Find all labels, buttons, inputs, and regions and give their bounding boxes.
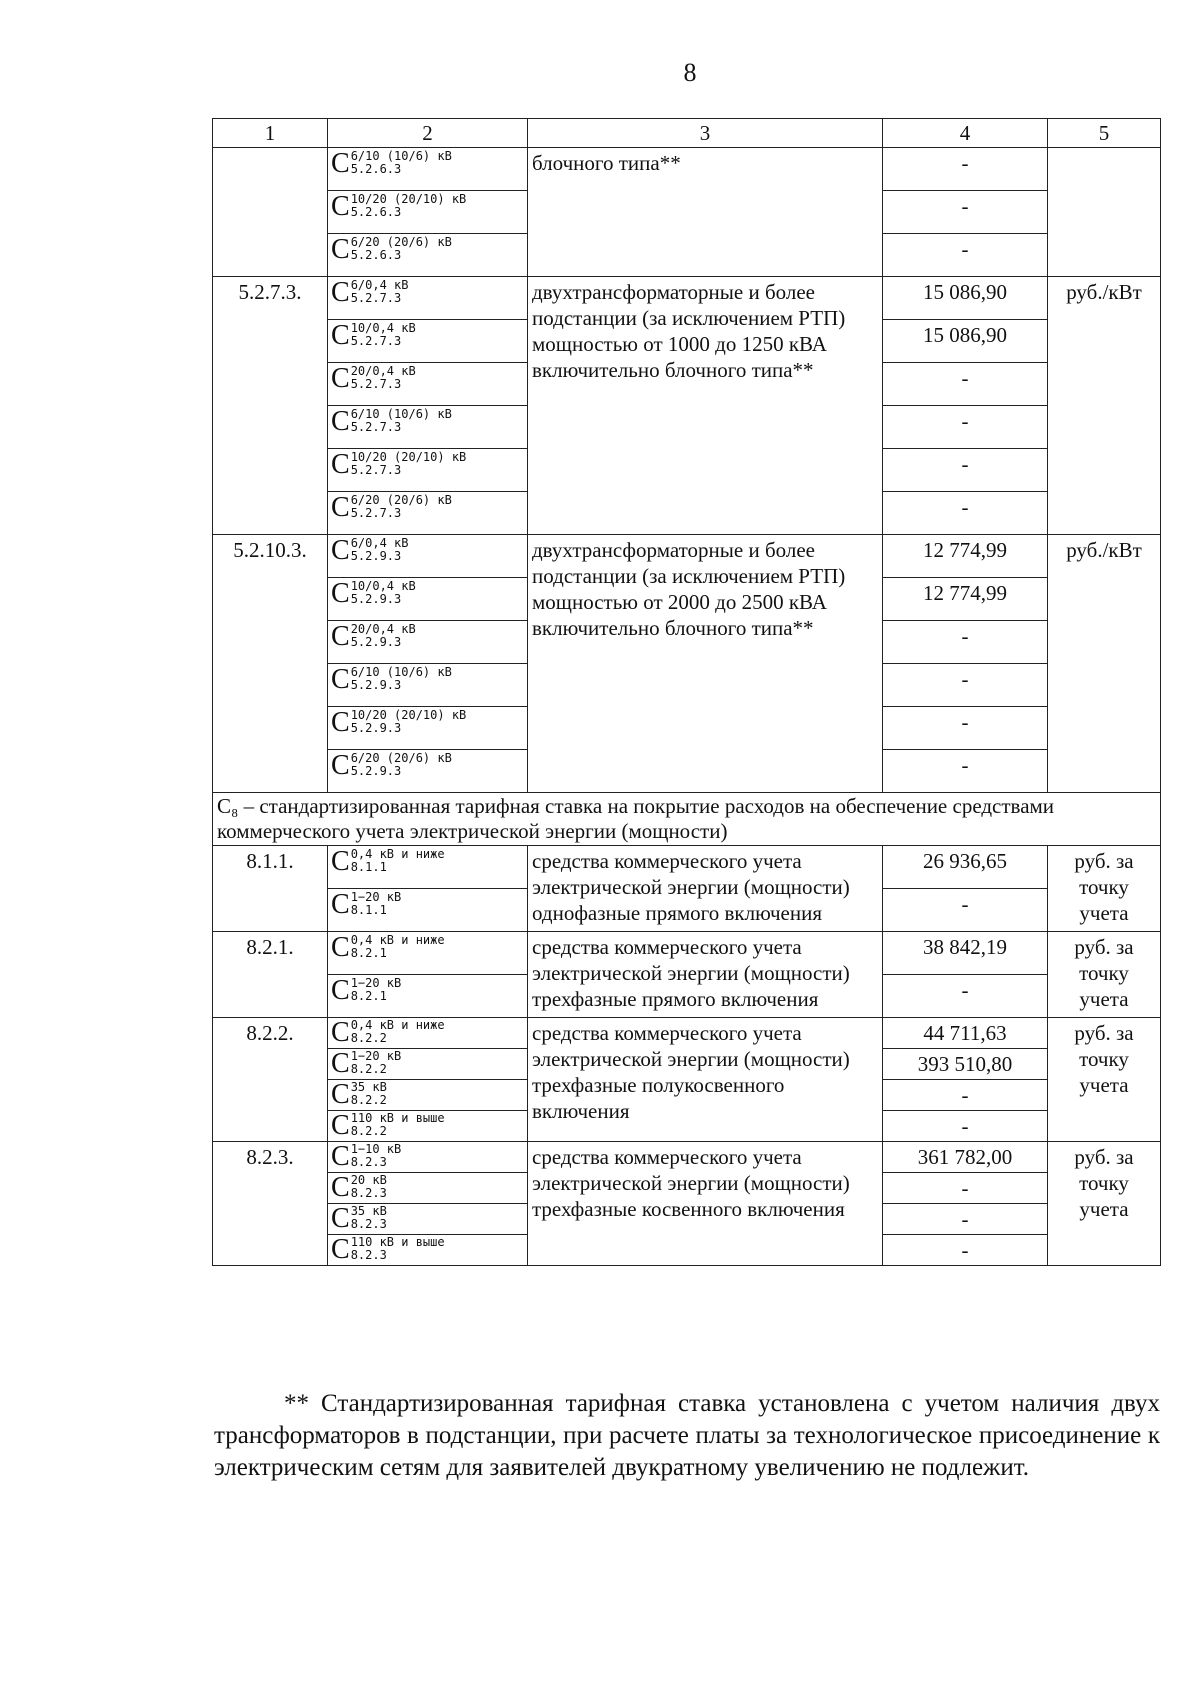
rate-symbol-base: C	[331, 1079, 350, 1110]
rate-superscript: 10/20 (20/10) кВ	[350, 708, 467, 722]
rate-symbol-scripts	[351, 580, 416, 606]
rate-symbol	[328, 1173, 528, 1204]
unit: руб./кВт	[1048, 535, 1161, 793]
page-number: 8	[683, 58, 697, 87]
item-number: 8.2.3.	[213, 1142, 328, 1266]
rate-subscript: 5.2.7.3	[350, 463, 402, 477]
rate-value: 26 936,65	[883, 846, 1048, 889]
table-row	[213, 1018, 1161, 1049]
item-number: 8.1.1.	[213, 846, 328, 932]
rate-superscript: 1−20 кВ	[350, 890, 402, 904]
rate-symbol-base: C	[331, 1110, 350, 1141]
rate-superscript: 10/20 (20/10) кВ	[350, 192, 467, 206]
column-header: 1	[213, 119, 328, 148]
rate-value: 393 510,80	[883, 1049, 1048, 1080]
rate-symbol-formula	[331, 150, 452, 178]
rate-symbol-scripts	[351, 977, 402, 1003]
rate-symbol-formula	[331, 752, 452, 780]
unit: руб./кВт	[1048, 277, 1161, 535]
rate-value: -	[883, 406, 1048, 449]
rate-symbol-base: C	[331, 449, 350, 480]
item-description: двухтрансформаторные и более подстанции (за исключением РТП) мощностью от 1000 до 1250 кВА включительно блочного типа**	[528, 277, 883, 535]
rate-symbol-base: C	[331, 975, 350, 1006]
rate-symbol-base: C	[331, 492, 350, 523]
rate-symbol-formula	[331, 236, 452, 264]
rate-symbol	[328, 1142, 528, 1173]
footnote-text: ** Стандартизированная тарифная ставка установлена с учетом наличия двух трансформаторов в подстанции, при расчете платы за технологическое присоединение к электрическим сетям для заявителей двукратному увеличению не подлежит.	[214, 1390, 1160, 1481]
rate-symbol-base: C	[331, 406, 350, 437]
item-description: средства коммерческого учета электрической энергии (мощности) трехфазные полукосвенного включения	[528, 1018, 883, 1142]
rate-symbol	[328, 449, 528, 492]
rate-subscript: 5.2.6.3	[350, 162, 402, 176]
rate-symbol	[328, 1080, 528, 1111]
rate-value: 361 782,00	[883, 1142, 1048, 1173]
rate-symbol-scripts	[351, 1205, 387, 1231]
rate-subscript: 5.2.7.3	[350, 377, 402, 391]
rate-superscript: 10/0,4 кВ	[350, 321, 416, 335]
rate-symbol-base: C	[331, 1017, 350, 1048]
rate-symbol	[328, 889, 528, 932]
rate-symbol-base: C	[331, 846, 350, 877]
rate-symbol	[328, 320, 528, 363]
rate-superscript: 1−20 кВ	[350, 1049, 402, 1063]
rate-symbol-scripts	[351, 537, 409, 563]
item-number	[213, 148, 328, 277]
rate-subscript: 8.2.2	[350, 1062, 387, 1076]
rate-symbol-scripts	[351, 1236, 445, 1262]
rate-superscript: 10/20 (20/10) кВ	[350, 450, 467, 464]
rate-symbol-scripts	[351, 1081, 387, 1107]
rate-subscript: 5.2.6.3	[350, 248, 402, 262]
rate-subscript: 5.2.9.3	[350, 764, 402, 778]
rate-value: -	[883, 234, 1048, 277]
rate-value: -	[883, 1111, 1048, 1142]
rate-superscript: 6/10 (10/6) кВ	[350, 149, 452, 163]
rate-symbol-scripts	[351, 623, 416, 649]
rate-value: -	[883, 750, 1048, 793]
rate-value: 12 774,99	[883, 535, 1048, 578]
table-row	[213, 535, 1161, 578]
rate-superscript: 6/10 (10/6) кВ	[350, 665, 452, 679]
rate-superscript: 10/0,4 кВ	[350, 579, 416, 593]
rate-subscript: 8.2.1	[350, 989, 387, 1003]
rate-superscript: 110 кВ и выше	[350, 1111, 445, 1125]
footnote	[214, 1388, 1160, 1484]
rate-superscript: 20/0,4 кВ	[350, 364, 416, 378]
rate-symbol-base: C	[331, 1234, 350, 1265]
rate-symbol-scripts	[351, 848, 445, 874]
rate-symbol-formula	[331, 1205, 387, 1233]
header-row	[213, 119, 1161, 148]
rate-subscript: 8.2.2	[350, 1031, 387, 1045]
rate-subscript: 8.2.3	[350, 1186, 387, 1200]
rate-subscript: 5.2.6.3	[350, 205, 402, 219]
rate-symbol	[328, 277, 528, 320]
rate-value: 44 711,63	[883, 1018, 1048, 1049]
rate-value: -	[883, 664, 1048, 707]
rate-symbol-base: C	[331, 277, 350, 308]
rate-subscript: 5.2.7.3	[350, 291, 402, 305]
rate-symbol-base: C	[331, 621, 350, 652]
rate-superscript: 6/20 (20/6) кВ	[350, 751, 452, 765]
rate-symbol-formula	[331, 580, 416, 608]
rate-symbol-base: C	[331, 191, 350, 222]
column-header: 2	[328, 119, 528, 148]
rate-symbol-scripts	[351, 322, 416, 348]
rate-value: -	[883, 492, 1048, 535]
rate-symbol-scripts	[351, 1050, 402, 1076]
rate-value: 15 086,90	[883, 277, 1048, 320]
rate-subscript: 8.2.3	[350, 1248, 387, 1262]
rate-symbol-scripts	[351, 709, 467, 735]
rate-symbol-scripts	[351, 1112, 445, 1138]
rate-superscript: 6/10 (10/6) кВ	[350, 407, 452, 421]
rate-symbol-base: C	[331, 750, 350, 781]
rate-value: -	[883, 191, 1048, 234]
rate-symbol-formula	[331, 279, 408, 307]
rate-value: 15 086,90	[883, 320, 1048, 363]
rate-symbol	[328, 1204, 528, 1235]
rate-symbol-base: C	[331, 578, 350, 609]
rate-superscript: 20/0,4 кВ	[350, 622, 416, 636]
rate-symbol-formula	[331, 451, 466, 479]
rate-symbol-scripts	[351, 236, 452, 262]
rate-value: -	[883, 1173, 1048, 1204]
rate-symbol-formula	[331, 709, 466, 737]
rate-superscript: 6/0,4 кВ	[350, 278, 409, 292]
rate-subscript: 8.2.2	[350, 1124, 387, 1138]
rate-symbol-scripts	[351, 752, 452, 778]
table-row	[213, 1142, 1161, 1173]
rate-symbol-scripts	[351, 666, 452, 692]
rate-superscript: 20 кВ	[350, 1173, 387, 1187]
rate-symbol-base: C	[331, 1048, 350, 1079]
rate-superscript: 0,4 кВ и ниже	[350, 1018, 445, 1032]
rate-superscript: 35 кВ	[350, 1080, 387, 1094]
rate-value: -	[883, 1204, 1048, 1235]
rate-symbol-base: C	[331, 1203, 350, 1234]
rate-subscript: 8.2.3	[350, 1155, 387, 1169]
rate-symbol	[328, 975, 528, 1018]
rate-subscript: 8.2.3	[350, 1217, 387, 1231]
unit: руб. за точку учета	[1048, 846, 1161, 932]
rate-value: -	[883, 1235, 1048, 1266]
rate-value: -	[883, 363, 1048, 406]
rate-symbol-formula	[331, 193, 466, 221]
rate-symbol-formula	[331, 1143, 401, 1171]
rate-symbol-formula	[331, 494, 452, 522]
rate-symbol-formula	[331, 1236, 445, 1264]
rate-symbol-scripts	[351, 1143, 402, 1169]
rate-symbol-formula	[331, 666, 452, 694]
item-number: 5.2.10.3.	[213, 535, 328, 793]
rate-symbol-formula	[331, 1081, 387, 1109]
rate-symbol-scripts	[351, 279, 409, 305]
rate-value: -	[883, 148, 1048, 191]
rate-subscript: 5.2.9.3	[350, 592, 402, 606]
rate-value: -	[883, 975, 1048, 1018]
rate-symbol-formula	[331, 1050, 401, 1078]
rate-symbol-base: C	[331, 932, 350, 963]
rate-symbol	[328, 1018, 528, 1049]
unit: руб. за точку учета	[1048, 1018, 1161, 1142]
rate-symbol-scripts	[351, 150, 452, 176]
rate-subscript: 5.2.9.3	[350, 678, 402, 692]
item-description: средства коммерческого учета электрической энергии (мощности) трехфазные косвенного включения	[528, 1142, 883, 1266]
section-row	[213, 793, 1161, 846]
unit	[1048, 148, 1161, 277]
rate-symbol-base: C	[331, 1172, 350, 1203]
rate-subscript: 8.1.1	[350, 903, 387, 917]
rate-symbol-formula	[331, 848, 445, 876]
rate-symbol-formula	[331, 1174, 387, 1202]
rate-symbol	[328, 578, 528, 621]
rate-value: 12 774,99	[883, 578, 1048, 621]
section-c8-title: C₈ – стандартизированная тарифная ставка на покрытие расходов на обеспечение средствами коммерческого учета электрической энергии (мощности)	[213, 793, 1161, 846]
rate-symbol-scripts	[351, 1019, 445, 1045]
item-description: блочного типа**	[528, 148, 883, 277]
item-number: 5.2.7.3.	[213, 277, 328, 535]
rate-symbol-formula	[331, 1112, 445, 1140]
item-number: 8.2.1.	[213, 932, 328, 1018]
rate-value: -	[883, 707, 1048, 750]
unit: руб. за точку учета	[1048, 1142, 1161, 1266]
rate-symbol-base: C	[331, 320, 350, 351]
rate-symbol	[328, 621, 528, 664]
rate-symbol	[328, 148, 528, 191]
item-description: средства коммерческого учета электрической энергии (мощности) трехфазные прямого включения	[528, 932, 883, 1018]
rate-superscript: 0,4 кВ и ниже	[350, 933, 445, 947]
rate-symbol-formula	[331, 537, 408, 565]
rate-symbol-formula	[331, 623, 416, 651]
rate-symbol	[328, 492, 528, 535]
rate-symbol-base: C	[331, 535, 350, 566]
rate-subscript: 5.2.9.3	[350, 549, 402, 563]
rate-symbol-base: C	[331, 707, 350, 738]
item-number: 8.2.2.	[213, 1018, 328, 1142]
rate-value: 38 842,19	[883, 932, 1048, 975]
rate-symbol	[328, 535, 528, 578]
rate-symbol-base: C	[331, 148, 350, 179]
rate-symbol-formula	[331, 891, 401, 919]
rate-symbol	[328, 932, 528, 975]
table-row	[213, 846, 1161, 889]
rate-symbol-formula	[331, 1019, 445, 1047]
rate-symbol-scripts	[351, 494, 452, 520]
rate-symbol-scripts	[351, 934, 445, 960]
rate-subscript: 8.2.2	[350, 1093, 387, 1107]
rate-value: -	[883, 889, 1048, 932]
rate-symbol-formula	[331, 977, 401, 1005]
rate-symbol	[328, 1049, 528, 1080]
rate-symbol	[328, 750, 528, 793]
table-row	[213, 277, 1161, 320]
rate-symbol	[328, 664, 528, 707]
rate-superscript: 6/20 (20/6) кВ	[350, 493, 452, 507]
rate-subscript: 8.2.1	[350, 946, 387, 960]
rate-symbol	[328, 707, 528, 750]
rate-symbol-formula	[331, 408, 452, 436]
item-description: двухтрансформаторные и более подстанции (за исключением РТП) мощностью от 2000 до 2500 кВА включительно блочного типа**	[528, 535, 883, 793]
column-header: 5	[1048, 119, 1161, 148]
column-header: 4	[883, 119, 1048, 148]
rate-superscript: 35 кВ	[350, 1204, 387, 1218]
rate-symbol	[328, 191, 528, 234]
rate-symbol	[328, 363, 528, 406]
item-description: средства коммерческого учета электрической энергии (мощности) однофазные прямого включения	[528, 846, 883, 932]
rate-subscript: 5.2.7.3	[350, 506, 402, 520]
rate-symbol-scripts	[351, 891, 402, 917]
rate-subscript: 8.1.1	[350, 860, 387, 874]
rate-symbol-formula	[331, 365, 416, 393]
rate-subscript: 5.2.7.3	[350, 334, 402, 348]
rate-subscript: 5.2.7.3	[350, 420, 402, 434]
rate-symbol-formula	[331, 934, 445, 962]
rate-symbol-scripts	[351, 365, 416, 391]
rate-symbol-base: C	[331, 234, 350, 265]
tariff-table	[212, 118, 1161, 1266]
table-row	[213, 932, 1161, 975]
rate-symbol	[328, 1235, 528, 1266]
table-row	[213, 148, 1161, 191]
rate-subscript: 5.2.9.3	[350, 721, 402, 735]
rate-symbol-scripts	[351, 451, 467, 477]
rate-superscript: 0,4 кВ и ниже	[350, 847, 445, 861]
rate-value: -	[883, 1080, 1048, 1111]
rate-symbol-scripts	[351, 193, 467, 219]
rate-symbol-base: C	[331, 889, 350, 920]
rate-symbol	[328, 846, 528, 889]
rate-symbol	[328, 234, 528, 277]
rate-value: -	[883, 449, 1048, 492]
rate-symbol-base: C	[331, 363, 350, 394]
rate-symbol	[328, 1111, 528, 1142]
rate-value: -	[883, 621, 1048, 664]
rate-symbol-formula	[331, 322, 416, 350]
rate-superscript: 1−10 кВ	[350, 1142, 402, 1156]
rate-superscript: 6/0,4 кВ	[350, 536, 409, 550]
rate-superscript: 1−20 кВ	[350, 976, 402, 990]
rate-subscript: 5.2.9.3	[350, 635, 402, 649]
column-header: 3	[528, 119, 883, 148]
rate-symbol-scripts	[351, 1174, 387, 1200]
unit: руб. за точку учета	[1048, 932, 1161, 1018]
rate-symbol-base: C	[331, 1141, 350, 1172]
rate-symbol-base: C	[331, 664, 350, 695]
rate-symbol-scripts	[351, 408, 452, 434]
rate-superscript: 110 кВ и выше	[350, 1235, 445, 1249]
rate-symbol	[328, 406, 528, 449]
rate-superscript: 6/20 (20/6) кВ	[350, 235, 452, 249]
